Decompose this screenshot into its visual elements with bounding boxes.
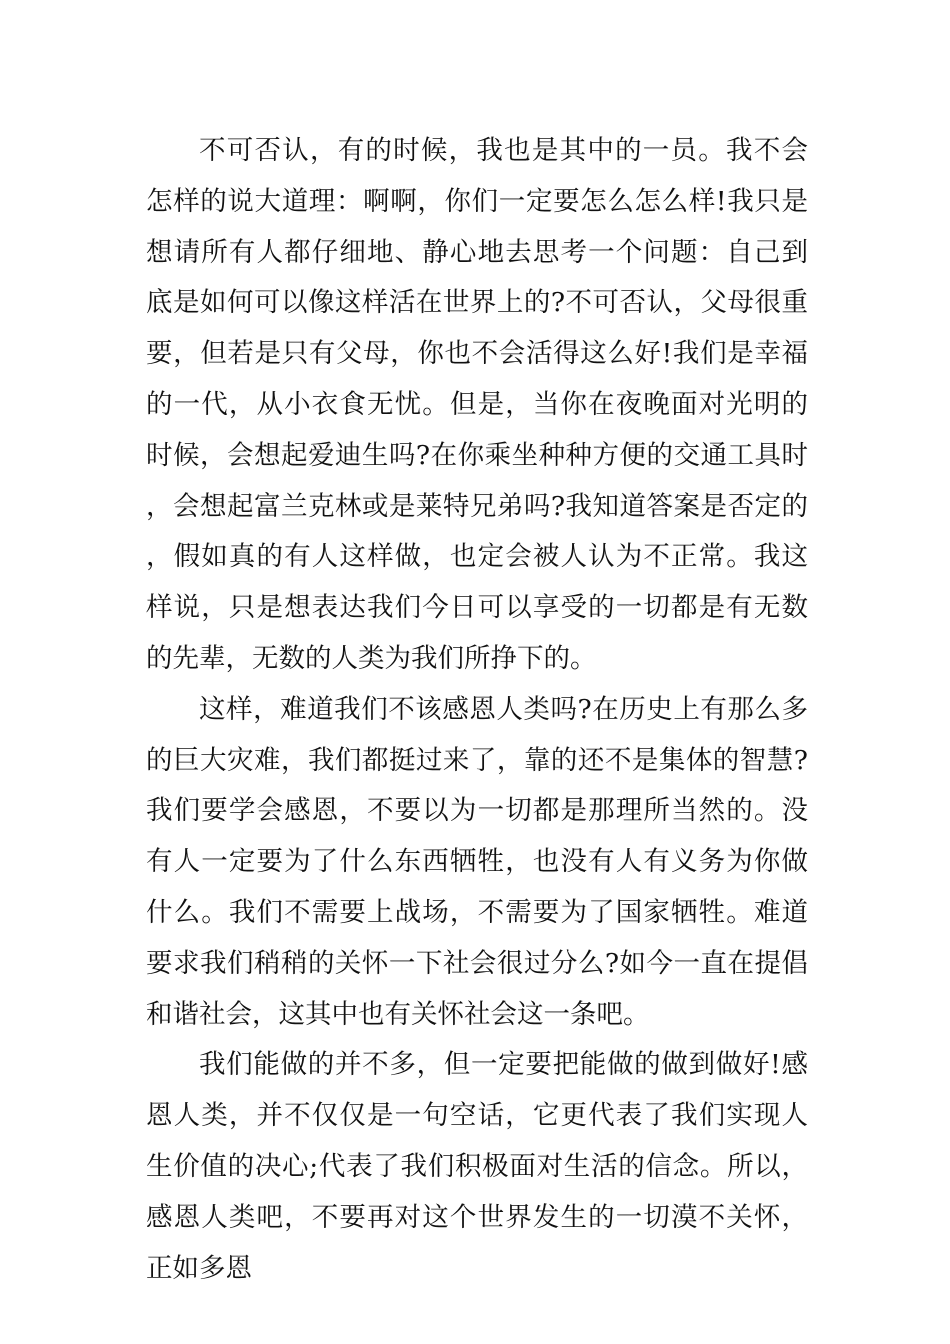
body-text: [146, 126, 808, 1294]
paragraph-3: 我们能做的并不多，但一定要把能做的做到做好!感恩人类，并不仅仅是一句空话，它更代表了我们实现人生价值的决心;代表了我们积极面对生活的信念。所以，感恩人类吧，不要再对这个世界发生的一切漠不关怀，正如多恩: [146, 1049, 808, 1284]
paragraph-1: 不可否认，有的时候，我也是其中的一员。我不会怎样的说大道理：啊啊，你们一定要怎么怎么样!我只是想请所有人都仔细地、静心地去思考一个问题：自己到底是如何可以像这样活在世界上的?不可否认，父母很重要，但若是只有父母，你也不会活得这么好!我们是幸福的一代，从小衣食无忧。但是，当你在夜晚面对光明的时候，会想起爱迪生吗?在你乘坐种种方便的交通工具时，会想起富兰克林或是莱特兄弟吗?我知道答案是否定的，假如真的有人这样做，也定会被人认为不正常。我这样说，只是想表达我们今日可以享受的一切都是有无数的先辈，无数的人类为我们所挣下的。: [146, 135, 808, 674]
paragraph-2: 这样，难道我们不该感恩人类吗?在历史上有那么多的巨大灾难，我们都挺过来了，靠的还不是集体的智慧?我们要学会感恩，不要以为一切都是那理所当然的。没有人一定要为了什么东西牺牲，也没有人有义务为你做什么。我们不需要上战场，不需要为了国家牺牲。难道要求我们稍稍的关怀一下社会很过分么?如今一直在提倡和谐社会，这其中也有关怀社会这一条吧。: [146, 693, 808, 1030]
